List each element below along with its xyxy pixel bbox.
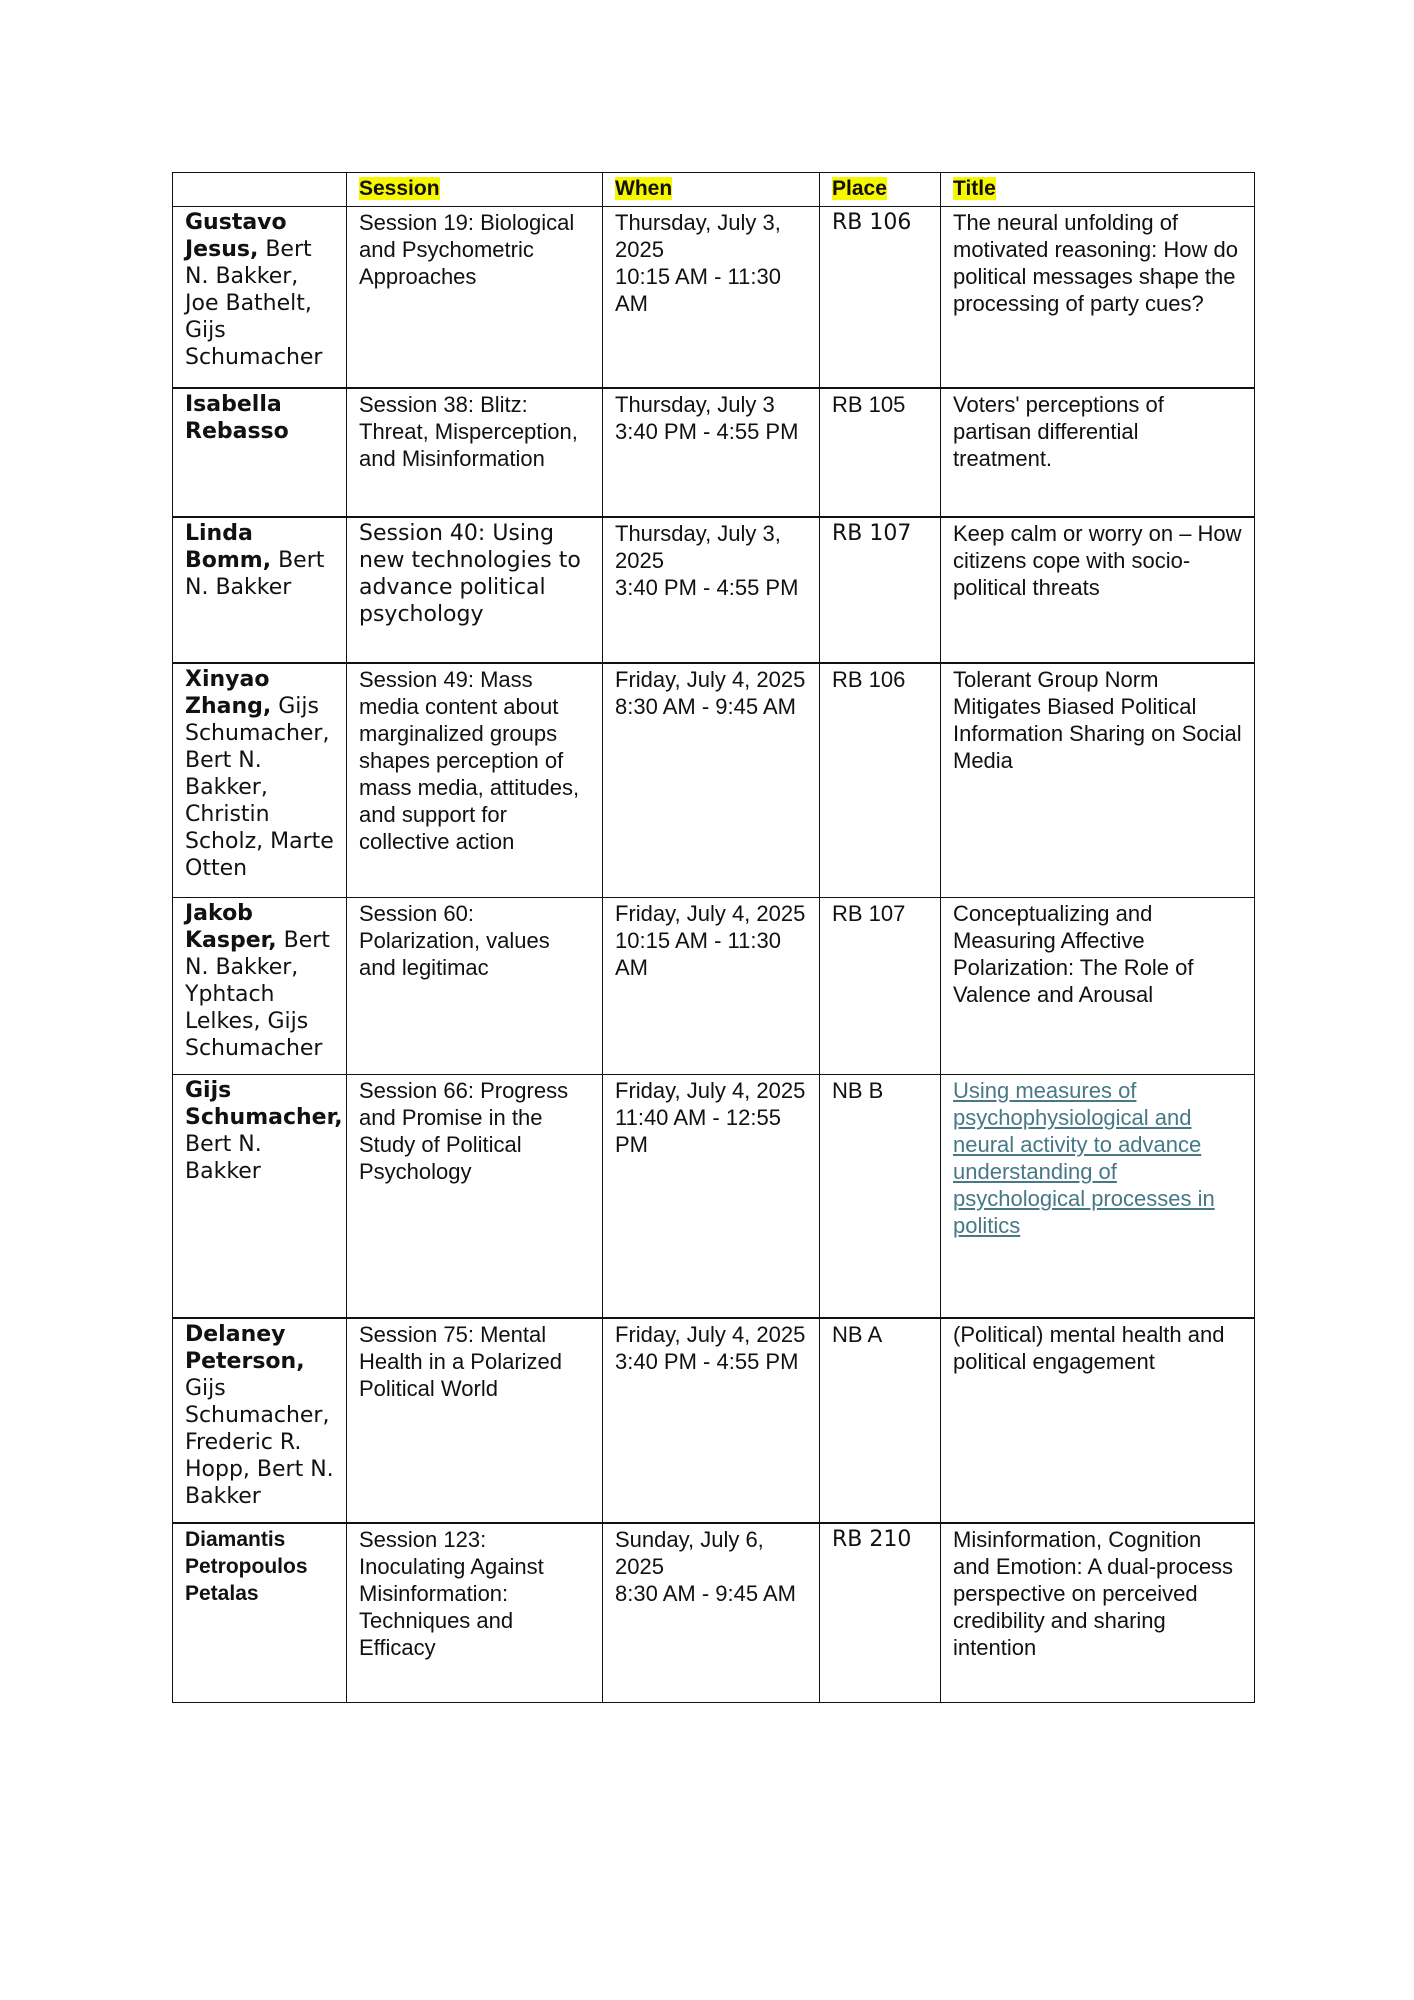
place-cell: RB 106 (820, 207, 941, 388)
schedule-table (172, 172, 1255, 1703)
table-row (173, 517, 1255, 663)
table-row (173, 207, 1255, 388)
authors-cell: Isabella Rebasso (173, 388, 347, 517)
table-row (173, 1318, 1255, 1523)
authors-cell: Delaney Peterson, Gijs Schumacher, Frederic R. Hopp, Bert N. Bakker (173, 1318, 347, 1523)
session-cell: Session 19: Biological and Psychometric Approaches (347, 207, 603, 388)
title-cell: Voters' perceptions of partisan differential treatment. (941, 388, 1255, 517)
session-cell: Session 49: Mass media content about marginalized groups shapes perception of mass media, attitudes, and support for collective action (347, 663, 603, 898)
title-link[interactable]: Using measures of psychophysiological and neural activity to advance understanding of psychological processes in politics (953, 1078, 1215, 1238)
session-cell: Session 66: Progress and Promise in the Study of Political Psychology (347, 1075, 603, 1318)
session-cell: Session 123: Inoculating Against Misinformation: Techniques and Efficacy (347, 1523, 603, 1703)
header-row (173, 173, 1255, 207)
header-place (820, 173, 941, 207)
title-cell: The neural unfolding of motivated reasoning: How do political messages shape the processing of party cues? (941, 207, 1255, 388)
place-cell: NB A (820, 1318, 941, 1523)
title-cell: Keep calm or worry on – How citizens cope with socio-political threats (941, 517, 1255, 663)
table-row (173, 1075, 1255, 1318)
place-cell: RB 106 (820, 663, 941, 898)
authors-cell: Diamantis Petropoulos Petalas (173, 1523, 347, 1703)
when-cell: Thursday, July 3 3:40 PM - 4:55 PM (603, 388, 820, 517)
place-cell: RB 107 (820, 517, 941, 663)
header-session-label: Session (359, 177, 440, 200)
when-cell: Sunday, July 6, 2025 8:30 AM - 9:45 AM (603, 1523, 820, 1703)
table-row (173, 1523, 1255, 1703)
when-cell: Thursday, July 3, 2025 10:15 AM - 11:30 AM (603, 207, 820, 388)
header-when (603, 173, 820, 207)
place-cell: NB B (820, 1075, 941, 1318)
header-place-label: Place (832, 177, 887, 200)
session-cell: Session 40: Using new technologies to advance political psychology (347, 517, 603, 663)
session-cell: Session 60: Polarization, values and legitimac (347, 898, 603, 1075)
header-authors (173, 173, 347, 207)
authors-cell: Jakob Kasper, Bert N. Bakker, Yphtach Lelkes, Gijs Schumacher (173, 898, 347, 1075)
title-cell (941, 1075, 1255, 1318)
authors-cell: Xinyao Zhang, Gijs Schumacher, Bert N. Bakker, Christin Scholz, Marte Otten (173, 663, 347, 898)
when-cell: Friday, July 4, 2025 8:30 AM - 9:45 AM (603, 663, 820, 898)
place-cell: RB 210 (820, 1523, 941, 1703)
title-cell: (Political) mental health and political engagement (941, 1318, 1255, 1523)
title-cell: Tolerant Group Norm Mitigates Biased Political Information Sharing on Social Media (941, 663, 1255, 898)
title-cell: Misinformation, Cognition and Emotion: A dual-process perspective on perceived credibility and sharing intention (941, 1523, 1255, 1703)
table-row (173, 388, 1255, 517)
header-session (347, 173, 603, 207)
place-cell: RB 107 (820, 898, 941, 1075)
when-cell: Thursday, July 3, 2025 3:40 PM - 4:55 PM (603, 517, 820, 663)
session-cell: Session 75: Mental Health in a Polarized Political World (347, 1318, 603, 1523)
header-title-label: Title (953, 177, 996, 200)
authors-cell: Linda Bomm, Bert N. Bakker (173, 517, 347, 663)
table-row (173, 898, 1255, 1075)
header-when-label: When (615, 177, 673, 200)
session-cell: Session 38: Blitz: Threat, Misperception, and Misinformation (347, 388, 603, 517)
when-cell: Friday, July 4, 2025 3:40 PM - 4:55 PM (603, 1318, 820, 1523)
when-cell: Friday, July 4, 2025 10:15 AM - 11:30 AM (603, 898, 820, 1075)
when-cell: Friday, July 4, 2025 11:40 AM - 12:55 PM (603, 1075, 820, 1318)
header-title (941, 173, 1255, 207)
title-cell: Conceptualizing and Measuring Affective Polarization: The Role of Valence and Arousal (941, 898, 1255, 1075)
table-row (173, 663, 1255, 898)
authors-cell: Gustavo Jesus, Bert N. Bakker, Joe Bathelt, Gijs Schumacher (173, 207, 347, 388)
place-cell: RB 105 (820, 388, 941, 517)
authors-cell: Gijs Schumacher, Bert N. Bakker (173, 1075, 347, 1318)
